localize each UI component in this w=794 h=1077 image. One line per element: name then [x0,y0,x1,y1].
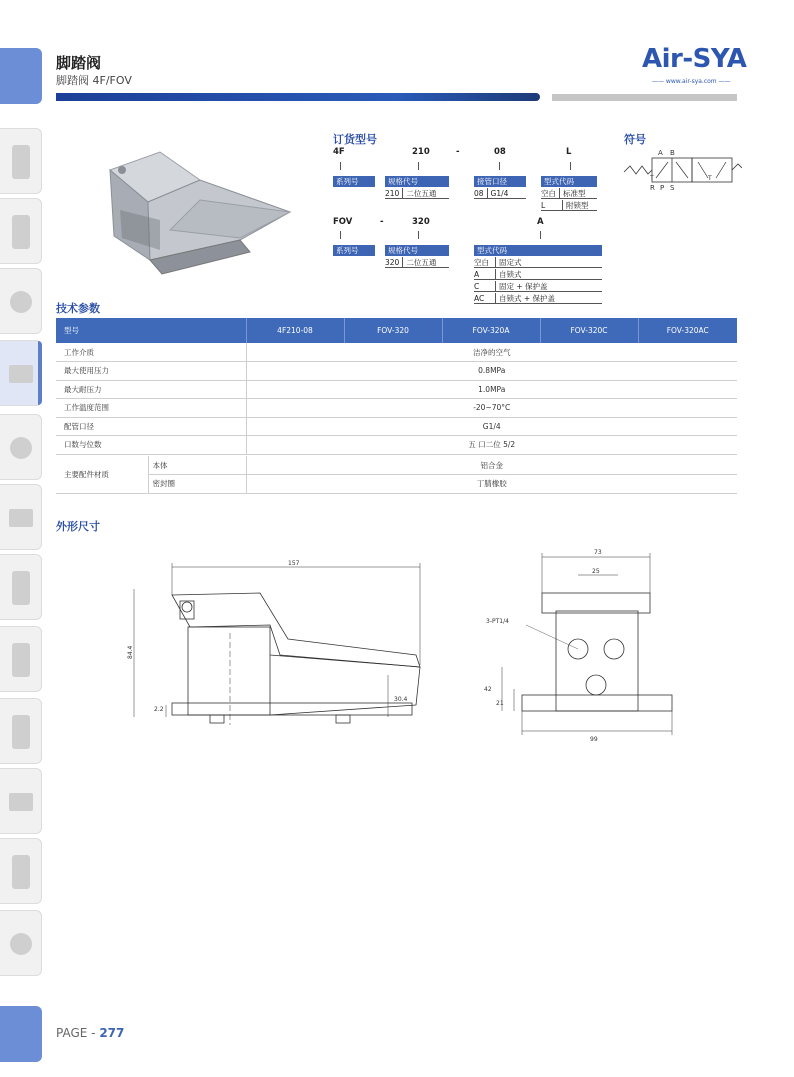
brand-url: —— www.air-sya.com —— [652,78,731,85]
order-tick [340,231,341,239]
header-bar-gray [552,94,737,101]
dim-front-h1: 42 [484,686,492,693]
port-row: 08 G1/4 [474,188,526,199]
dim-side-width: 157 [288,560,300,567]
dim-side-right: 30.4 [394,696,408,703]
frl-icon [12,643,30,677]
accessory-icon [10,933,32,955]
valve-icon [10,437,32,459]
front-view-drawing [478,545,678,745]
order2-part-dash: - [380,217,384,227]
solenoid-icon [9,509,33,527]
label2-spec: 规格代号 [385,245,449,256]
label2-series: 系列号 [333,245,375,256]
type2-row: AC 自锁式 + 保护盖 [474,293,602,304]
spec-header-col: FOV-320 [344,318,442,343]
cylinder-icon [9,793,33,811]
symbol-title: 符号 [624,133,646,146]
sidebar-tab-fitting[interactable] [0,268,42,334]
sidebar-tab-regulator[interactable] [0,554,42,620]
type-row: L 附锁型 [541,200,597,211]
symbol-port-s: S [670,184,675,192]
sidebar-tab-accessory[interactable] [0,910,42,976]
sidebar-tab-foot-valve[interactable] [0,340,42,406]
page-title: 脚踏阀 [56,54,102,72]
sidebar-tab-solenoid[interactable] [0,484,42,550]
table-row: 密封圈 丁腈橡胶 [56,475,737,494]
page-subtitle: 脚踏阀 4F/FOV [56,74,132,87]
header-bar-blue [56,93,540,101]
order-tick [540,231,541,239]
table-row: 工作温度范围 -20~70°C [56,399,737,418]
spec-row: 210 二位五通 [385,188,449,199]
table-row: 主要配件材质 本体 铝合金 [56,456,737,475]
filter-icon [12,145,30,179]
sidebar-tab-cylinder[interactable] [0,768,42,834]
type2-row: 空白 固定式 [474,257,602,268]
spec-header-row [56,318,737,343]
spec-header-col: FOV-320AC [638,318,737,343]
sidebar-tab-silencer[interactable] [0,838,42,904]
lubricator-icon [12,215,30,249]
dim-front-top: 73 [594,549,602,556]
order-part-dash: - [456,147,460,157]
order-part-type: L [566,147,572,157]
table-row: 配管口径 G1/4 [56,417,737,436]
order-tick [418,231,419,239]
label2-type: 型式代码 [474,245,602,256]
dim-side-small: 2.2 [154,706,164,713]
symbol-port-a: A [658,149,663,157]
type2-row: A 自锁式 [474,269,602,280]
spec-header-model: 型号 [56,318,246,343]
sidebar-tab-filter[interactable] [0,128,42,194]
material-table [56,456,737,494]
order-code-title: 订货型号 [333,133,377,146]
tech-title: 技术参数 [56,302,100,315]
sidebar-tab-lubricator[interactable] [0,198,42,264]
order-tick [418,162,419,170]
label-type: 型式代码 [541,176,597,187]
type-row: 空白 标准型 [541,188,597,199]
dim-front-inner: 25 [592,568,600,575]
brand-logo: Air-SYA [642,44,747,74]
spec-header-col: FOV-320A [442,318,540,343]
label-series: 系列号 [333,176,375,187]
sidebar-tab-valve[interactable] [0,414,42,480]
table-row: 工作介质 洁净的空气 [56,343,737,362]
symbol-port-p: P [660,184,665,192]
product-photo [100,140,300,280]
order2-part-type: A [537,217,544,227]
spec-table [56,318,737,455]
spec-header-col: FOV-320C [540,318,638,343]
dim-front-bottom: 99 [590,736,598,743]
dimensions-title: 外形尺寸 [56,520,100,533]
symbol-port-r: R [650,184,655,192]
side-view-drawing [120,555,440,740]
order2-part-spec: 320 [412,217,430,227]
symbol-port-b: B [670,149,675,157]
order-part-port: 08 [494,147,506,157]
valve-symbol [622,146,742,192]
symbol-t-left: T [650,175,654,182]
sidebar-tab-frl[interactable] [0,626,42,692]
sidebar-tab-manifold[interactable] [0,698,42,764]
table-row: 口数与位数 五 口二位 5/2 [56,436,737,455]
fitting-icon [10,291,32,313]
order-tick [340,162,341,170]
order-part-series: 4F [333,147,345,157]
table-row: 最大耐压力 1.0MPa [56,380,737,399]
regulator-icon [12,571,30,605]
label-port: 接管口径 [474,176,526,187]
order-tick [499,162,500,170]
dim-front-h2: 21 [496,700,504,707]
sidebar-top-tab [0,48,42,104]
foot-valve-icon [9,365,33,383]
dim-front-port: 3-PT1/4 [486,618,509,625]
order-tick [570,162,571,170]
label-spec: 规格代号 [385,176,449,187]
spec-header-col: 4F210-08 [246,318,344,343]
dim-side-height: 84.4 [127,645,134,659]
page-number: PAGE - 277 [56,1026,125,1040]
order-part-spec: 210 [412,147,430,157]
order2-part-series: FOV [333,217,353,227]
manifold-icon [12,715,30,749]
sidebar-bottom-tab [0,1006,42,1062]
symbol-t-right: T [708,175,712,182]
type2-row: C 固定 + 保护盖 [474,281,602,292]
table-row: 最大使用压力 0.8MPa [56,362,737,381]
silencer-icon [12,855,30,889]
spec2-row: 320 二位五通 [385,257,449,268]
